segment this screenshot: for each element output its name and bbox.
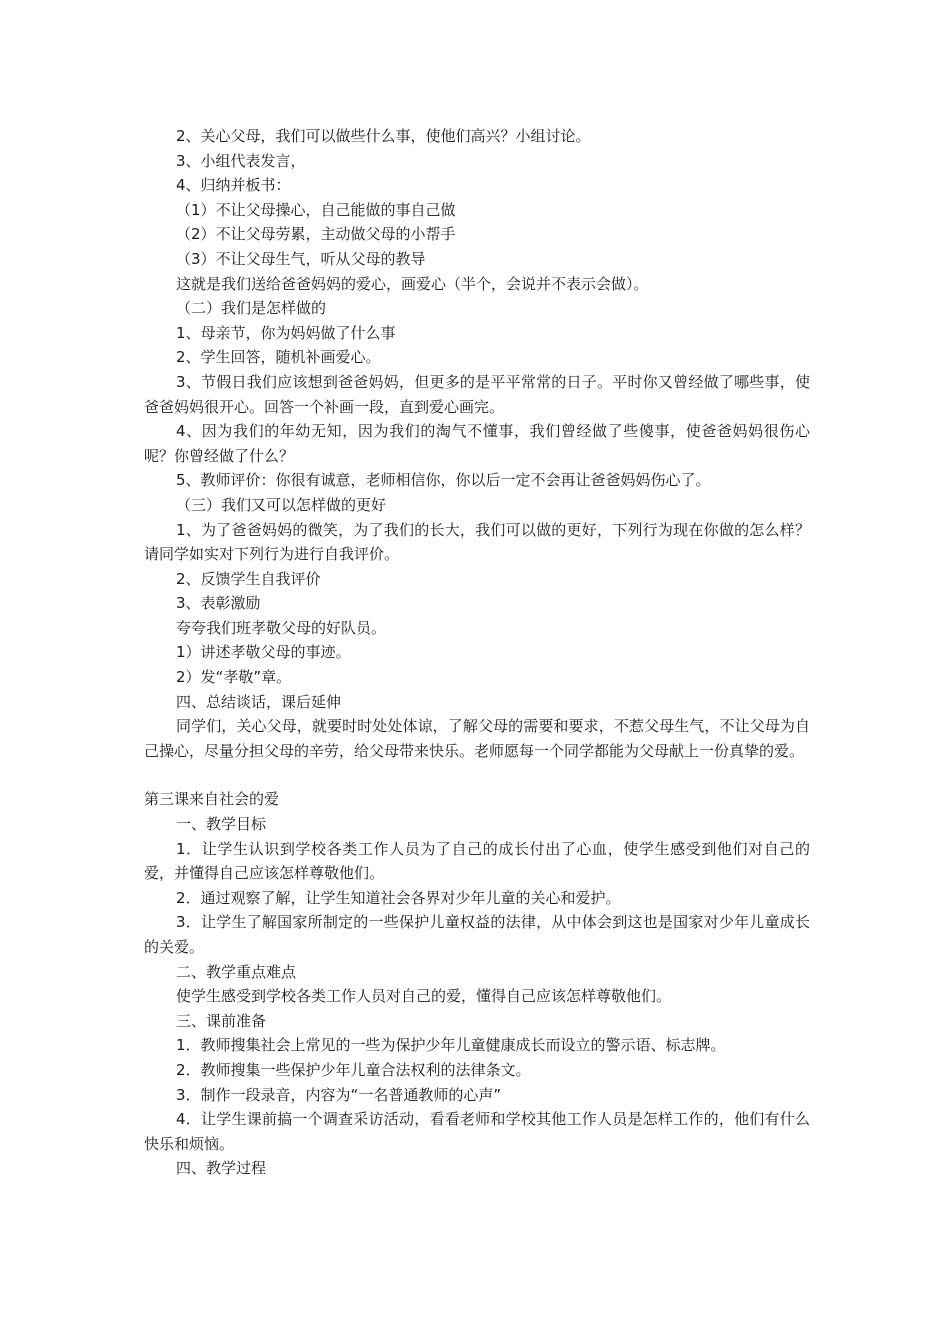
paragraph: 4．让学生课前搞一个调查采访活动，看看老师和学校其他工作人员是怎样工作的，他们有什么快乐和烦恼。 (144, 1110, 810, 1153)
paragraph: 3．制作一段录音，内容为“一名普通教师的心声” (176, 1085, 502, 1104)
paragraph: 这就是我们送给爸爸妈妈的爱心，画爱心（半个，会说并不表示会做）。 (176, 274, 649, 293)
paragraph: 4、归纳并板书： (176, 176, 291, 195)
paragraph: 4、因为我们的年幼无知，因为我们的淘气不懂事，我们曾经做了些傻事，使爸爸妈妈很伤心呢？你曾经做了什么？ (144, 422, 810, 465)
paragraph: （3）不让父母生气，听从父母的教导 (176, 249, 426, 268)
subheading: 四、总结谈话，课后延伸 (176, 692, 342, 711)
subheading: （三）我们又可以怎样做的更好 (176, 495, 387, 514)
paragraph: 2）发“孝敬”章。 (176, 668, 292, 687)
paragraph: 2、学生回答，随机补画爱心。 (176, 348, 381, 367)
subheading: 四、教学过程 (176, 1159, 267, 1178)
paragraph: 3、表彰激励 (176, 594, 261, 613)
paragraph: 3、小组代表发言， (176, 151, 306, 170)
paragraph: 2．通过观察了解，让学生知道社会各界对少年儿童的关心和爱护。 (176, 888, 621, 907)
paragraph: （2）不让父母劳累，主动做父母的小帮手 (176, 225, 456, 244)
subheading: 一、教学目标 (176, 815, 267, 834)
paragraph: 1）讲述孝敬父母的事迹。 (176, 643, 351, 662)
paragraph: 同学们，关心父母，就要时时处处体谅，了解父母的需要和要求，不惹父母生气，不让父母为自己操心，尽量分担父母的辛劳，给父母带来快乐。老师愿每一个同学都能为父母献上一份真挚的爱。 (144, 717, 810, 760)
paragraph: 1、为了爸爸妈妈的微笑，为了我们的长大，我们可以做的更好，下列行为现在你做的怎么样？请同学如实对下列行为进行自我评价。 (144, 520, 810, 564)
paragraph: 使学生感受到学校各类工作人员对自己的爱，懂得自己应该怎样尊敬他们。 (176, 987, 672, 1006)
paragraph: 2、反馈学生自我评价 (176, 569, 321, 588)
subheading: （二）我们是怎样做的 (176, 299, 327, 318)
paragraph: 1．让学生认识到学校各类工作人员为了自己的成长付出了心血，使学生感受到他们对自己的爱，并懂得自己应该怎样尊敬他们。 (144, 839, 810, 883)
paragraph: 3．让学生了解国家所制定的一些保护儿童权益的法律，从中体会到这也是国家对少年儿童成长的关爱。 (144, 913, 810, 956)
paragraph: 1、母亲节，你为妈妈做了什么事 (176, 323, 396, 342)
paragraph: （1）不让父母操心，自己能做的事自己做 (176, 200, 456, 219)
subheading: 三、课前准备 (176, 1011, 267, 1030)
lesson-title: 第三课来自社会的爱 (144, 790, 280, 809)
paragraph: 2、关心父母，我们可以做些什么事，使他们高兴？小组讨论。 (176, 127, 591, 145)
subheading: 二、教学重点难点 (176, 962, 297, 981)
paragraph: 3、节假日我们应该想到爸爸妈妈，但更多的是平平常常的日子。平时你又曾经做了哪些事，使爸爸妈妈很开心。回答一个补画一段，直到爱心画完。 (144, 372, 810, 416)
paragraph: 5、教师评价：你很有诚意，老师相信你，你以后一定不会再让爸爸妈妈伤心了。 (176, 471, 711, 490)
paragraph: 夸夸我们班孝敬父母的好队员。 (176, 618, 387, 637)
paragraph: 2．教师搜集一些保护少年儿童合法权利的法律条文。 (176, 1060, 531, 1079)
paragraph: 1．教师搜集社会上常见的一些为保护少年儿童健康成长而设立的警示语、标志牌。 (176, 1036, 726, 1055)
document-body (144, 124, 810, 1181)
